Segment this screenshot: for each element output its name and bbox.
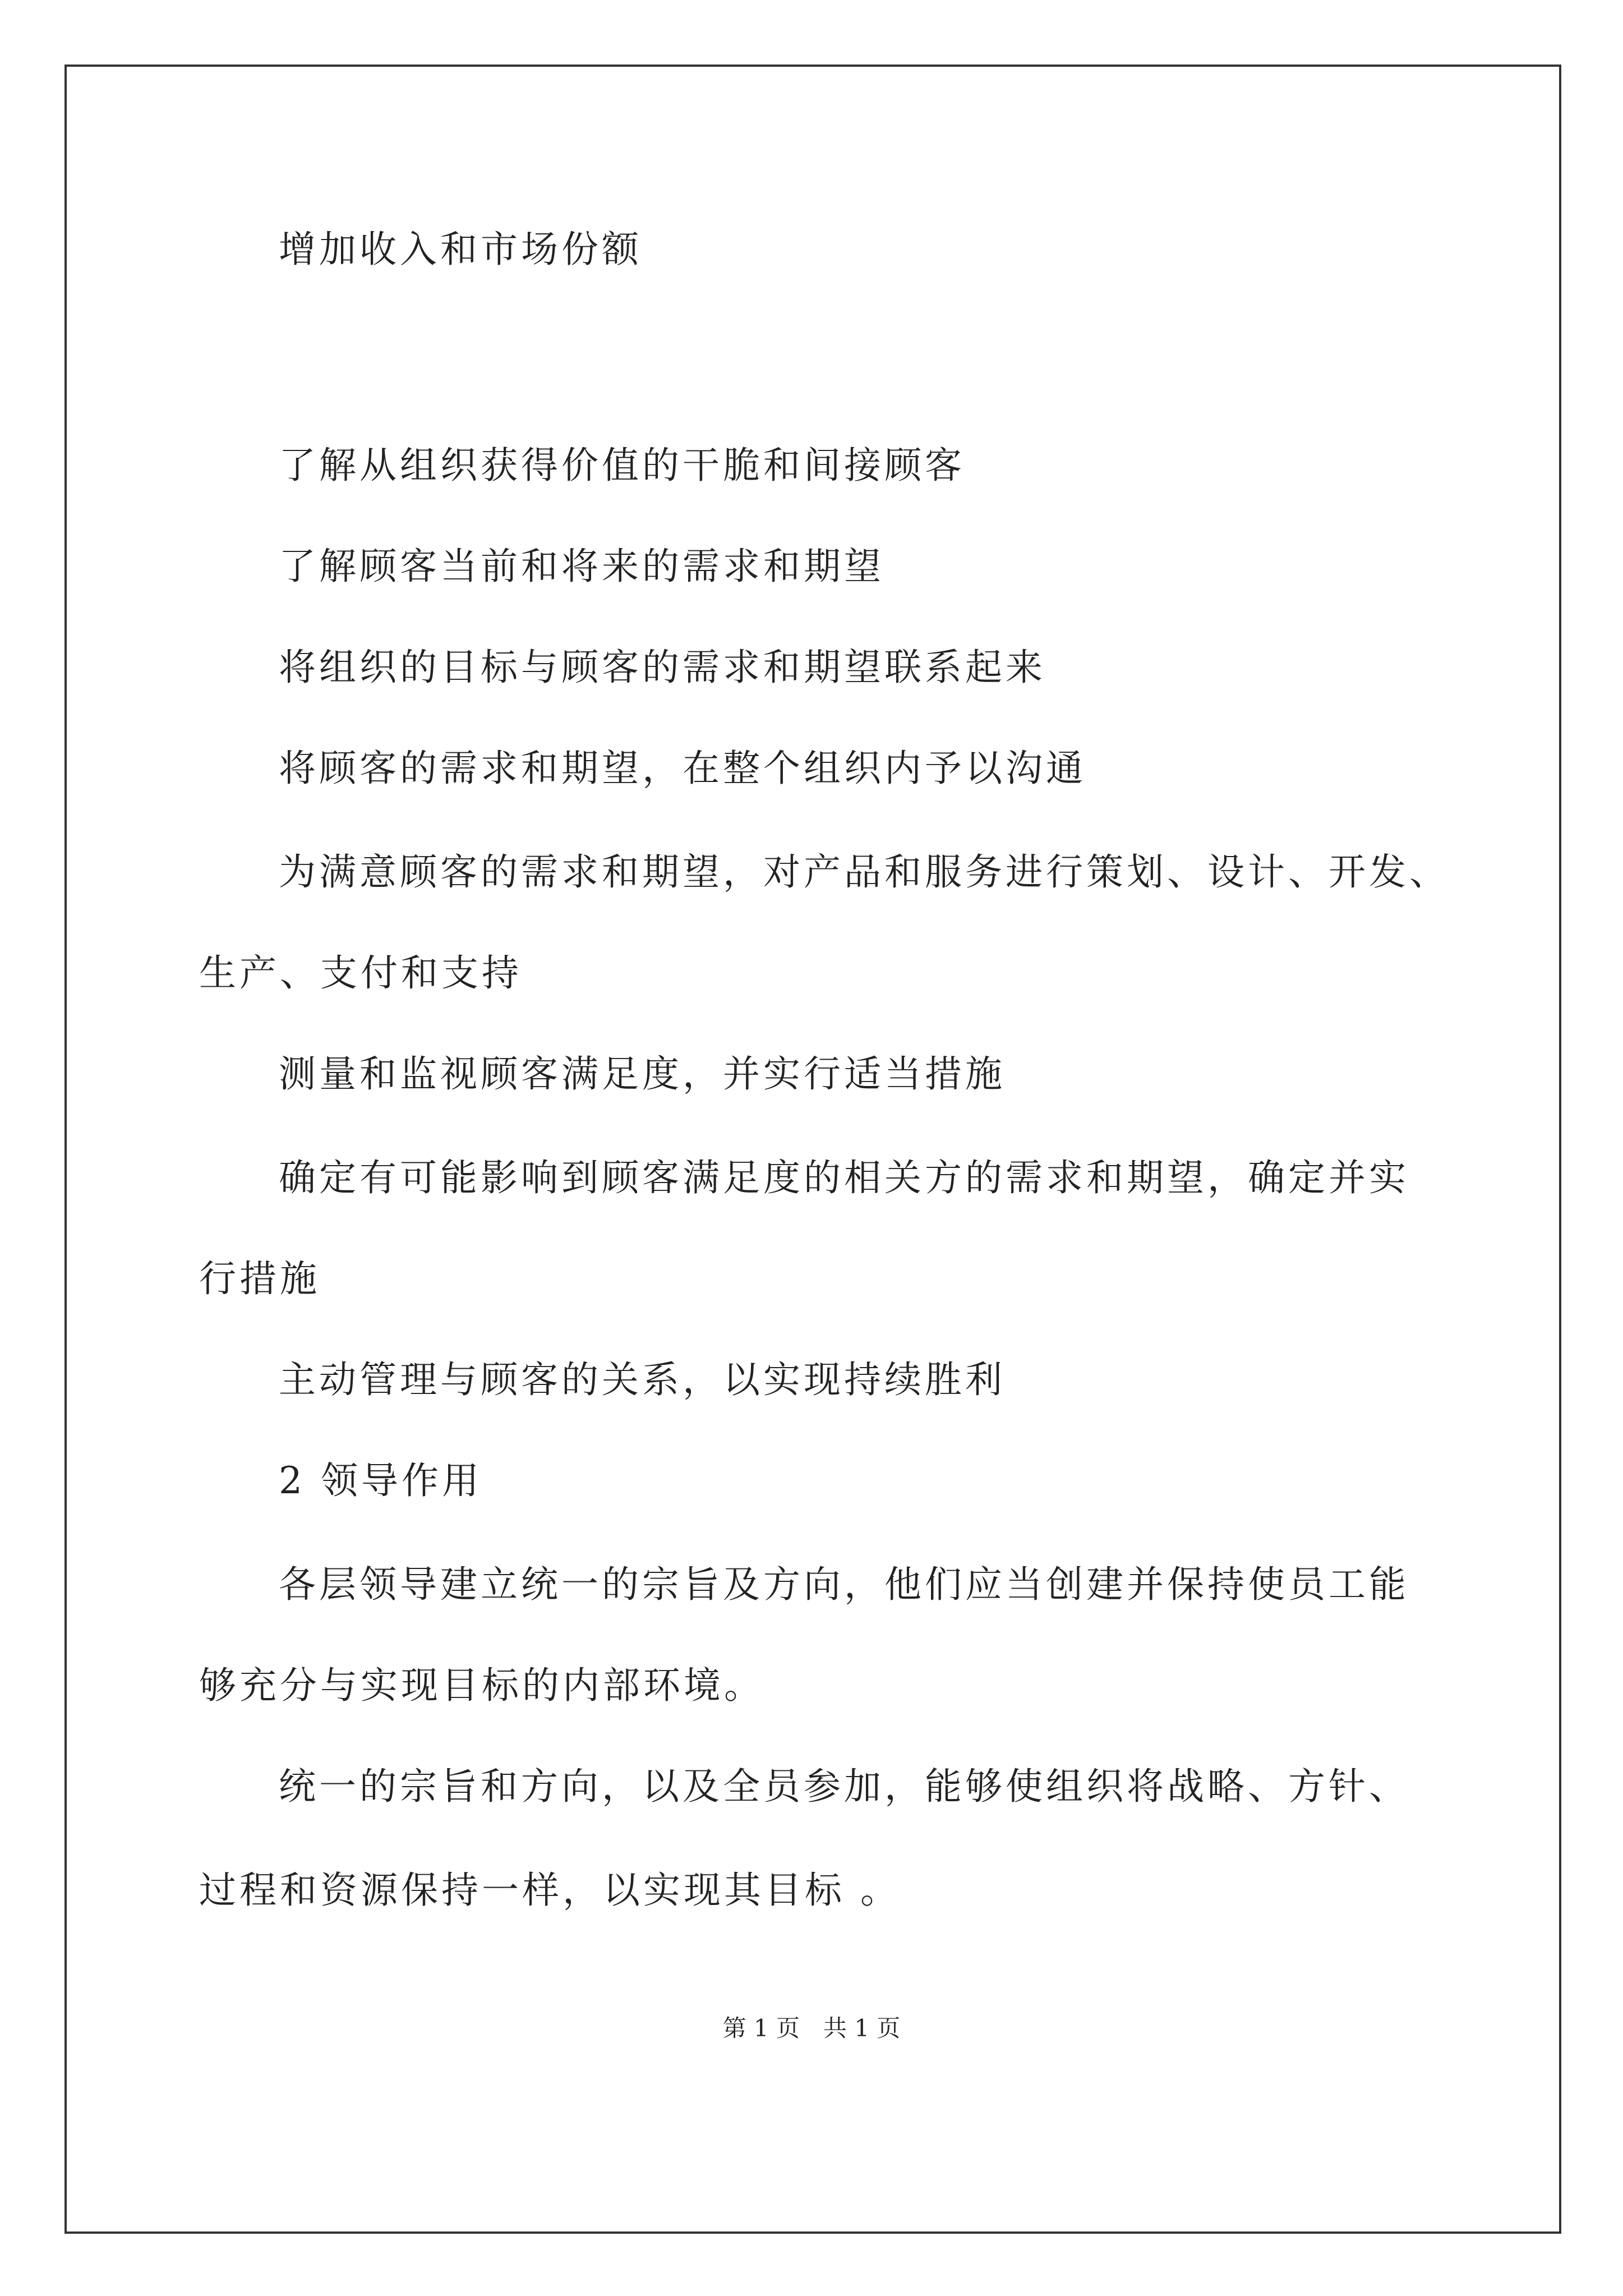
text-line: 将顾客的需求和期望，在整个组织内予以沟通 (279, 747, 1086, 790)
text-line: 行措施 (199, 1257, 320, 1300)
text-line: 将组织的目标与顾客的需求和期望联系起来 (279, 646, 1046, 689)
text-line: 主动管理与顾客的关系，以实现持续胜利 (279, 1358, 1006, 1401)
text-line: 过程和资源保持一样，以实现其目标 。 (199, 1869, 901, 1912)
text-line: 统一的宗旨和方向，以及全员参加，能够使组织将战略、方针、 (279, 1765, 1409, 1808)
text-line: 了解顾客当前和将来的需求和期望 (279, 545, 884, 588)
text-line: 为满意顾客的需求和期望，对产品和服务进行策划、设计、开发、 (279, 850, 1450, 894)
text-line: 确定有可能影响到顾客满足度的相关方的需求和期望，确定并实 (279, 1156, 1409, 1199)
text-line: 各层领导建立统一的宗旨及方向，他们应当创建并保持使员工能 (279, 1563, 1409, 1606)
text-line: 增加收入和市场份额 (279, 228, 642, 271)
page-number-footer: 第 1 页 共 1 页 (722, 2014, 901, 2042)
text-line: 测量和监视顾客满足度，并实行适当措施 (279, 1052, 1006, 1096)
section-heading: 2 领导作用 (279, 1459, 482, 1502)
text-line: 生产、支付和支持 (199, 951, 522, 995)
text-line: 够充分与实现目标的内部环境。 (199, 1664, 764, 1707)
text-line: 了解从组织获得价值的干脆和间接顾客 (279, 444, 965, 487)
